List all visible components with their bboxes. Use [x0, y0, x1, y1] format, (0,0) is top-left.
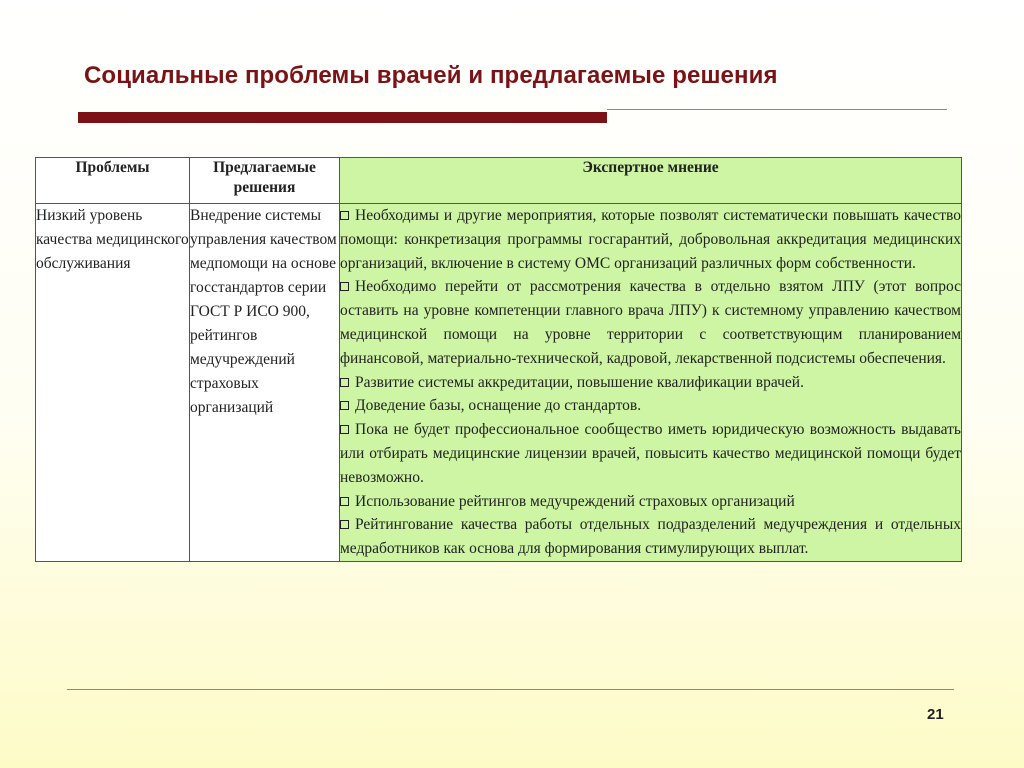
opinion-text: Необходимо перейти от рассмотрения качества в отдельно взятом ЛПУ (этот вопрос оставить на уровне компетенции главного врача ЛПУ) к системному управлению качеством медицинской помощи на уровне территории с соответствующим планированием финансовой, материально-технической, кадровой, лекарственной подсистемы обеспечения. [340, 278, 961, 367]
opinion-item [340, 394, 961, 418]
opinion-text: Использование рейтингов медучреждений страховых организаций [355, 492, 795, 510]
checkbox-bullet-icon [340, 211, 349, 220]
checkbox-bullet-icon [340, 425, 349, 434]
expert-opinion-cell [340, 204, 962, 562]
title-underline-bar [78, 112, 607, 123]
header-proposed-solutions: Предлагаемые решения [190, 158, 340, 204]
problems-solutions-table [35, 157, 962, 562]
opinion-text: Необходимы и другие мероприятия, которые позволят систематически повышать качество помощи: конкретизация программы госгарантий, добровольная аккредитация медицинских организаций, включение в систему ОМС организаций различных форм собственности. [340, 207, 961, 272]
checkbox-bullet-icon [340, 378, 349, 387]
header-expert-opinion: Экспертное мнение [340, 158, 962, 204]
checkbox-bullet-icon [340, 282, 349, 291]
opinion-item [340, 204, 961, 275]
table-header-row [36, 158, 962, 204]
slide-title: Социальные проблемы врачей и предлагаемые решения [84, 62, 778, 89]
opinion-item [340, 490, 961, 514]
header-problems: Проблемы [36, 158, 190, 204]
checkbox-bullet-icon [340, 401, 349, 410]
checkbox-bullet-icon [340, 497, 349, 506]
opinion-item [340, 371, 961, 395]
title-underline-rule [607, 109, 947, 110]
opinion-text: Развитие системы аккредитации, повышение квалификации врачей. [355, 373, 804, 391]
opinion-text: Пока не будет профессиональное сообщество иметь юридическую возможность выдавать или отбирать медицинские лицензии врачей, повысить качество медицинской помощи будет невозможно. [340, 421, 961, 486]
opinion-text: Рейтингование качества работы отдельных подразделений медучреждения и отдельных медработников как основа для формирования стимулирующих выплат. [340, 516, 961, 558]
opinion-item [340, 513, 961, 561]
page-number: 21 [927, 706, 944, 723]
checkbox-bullet-icon [340, 520, 349, 529]
opinion-item [340, 275, 961, 370]
table-row [36, 204, 962, 562]
opinion-item [340, 418, 961, 489]
opinion-text: Доведение базы, оснащение до стандартов. [355, 397, 642, 415]
solution-cell: Внедрение системы управления качеством медпомощи на основе госстандартов серии ГОСТ Р ИСО 900, рейтингов медучреждений страховых организаций [190, 204, 340, 562]
problem-cell: Низкий уровень качества медицинского обслуживания [36, 204, 190, 562]
footer-rule [67, 689, 954, 690]
